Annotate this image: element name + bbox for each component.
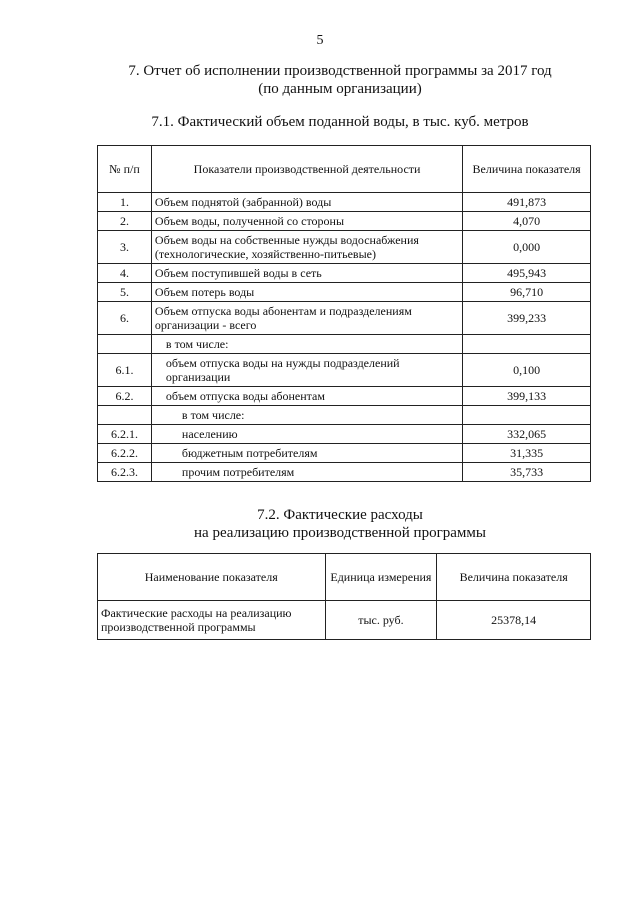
table-row: [98, 283, 591, 302]
header-value: Величина показателя: [437, 554, 591, 601]
row-value: 399,133: [463, 387, 591, 406]
header-value: Величина показателя: [463, 146, 591, 193]
report-heading: [100, 62, 580, 98]
table-row: [98, 231, 591, 264]
row-label: в том числе:: [151, 335, 462, 354]
row-value: 332,065: [463, 425, 591, 444]
section2-title: [100, 506, 580, 542]
row-label: объем отпуска воды на нужды подразделений организации: [151, 354, 462, 387]
row-value: [463, 406, 591, 425]
table-row: [98, 406, 591, 425]
expense-value: 25378,14: [437, 601, 591, 640]
page-number: 5: [316, 33, 324, 48]
row-label: прочим потребителям: [151, 463, 462, 482]
row-label: Объем воды, полученной со стороны: [151, 212, 462, 231]
table-row: [98, 264, 591, 283]
row-num: 6.2.: [98, 387, 152, 406]
table-row: [98, 212, 591, 231]
table-row: [98, 601, 591, 640]
table-header-row: [98, 554, 591, 601]
section2-title-line1: 7.2. Фактические расходы: [257, 507, 423, 523]
row-label: населению: [151, 425, 462, 444]
table-row: [98, 444, 591, 463]
table-row: [98, 387, 591, 406]
expense-unit: тыс. руб.: [325, 601, 437, 640]
row-value: 35,733: [463, 463, 591, 482]
row-value: 495,943: [463, 264, 591, 283]
row-label: бюджетным потребителям: [151, 444, 462, 463]
header-name: Наименование показателя: [98, 554, 326, 601]
table-header-row: [98, 146, 591, 193]
header-indicator: Показатели производственной деятельности: [151, 146, 462, 193]
report-heading-line1: 7. Отчет об исполнении производственной программы за 2017 год: [128, 63, 552, 79]
row-value: 399,233: [463, 302, 591, 335]
row-label: в том числе:: [151, 406, 462, 425]
section2-title-line2: на реализацию производственной программы: [194, 525, 486, 541]
row-num: 5.: [98, 283, 152, 302]
row-label: объем отпуска воды абонентам: [151, 387, 462, 406]
row-value: 4,070: [463, 212, 591, 231]
row-label: Объем воды на собственные нужды водоснабжения (технологические, хозяйственно-питьевые): [151, 231, 462, 264]
row-value: 0,100: [463, 354, 591, 387]
row-num: 6.: [98, 302, 152, 335]
row-num: 6.2.1.: [98, 425, 152, 444]
row-num: [98, 406, 152, 425]
row-num: 6.1.: [98, 354, 152, 387]
row-value: 0,000: [463, 231, 591, 264]
expenses-table: [97, 553, 591, 640]
row-value: [463, 335, 591, 354]
report-heading-line2: (по данным организации): [258, 81, 422, 97]
row-num: 2.: [98, 212, 152, 231]
header-num: № п/п: [98, 146, 152, 193]
row-label: Объем потерь воды: [151, 283, 462, 302]
table-row: [98, 463, 591, 482]
row-label: Объем поступившей воды в сеть: [151, 264, 462, 283]
table-row: [98, 425, 591, 444]
row-num: 4.: [98, 264, 152, 283]
row-label: Объем поднятой (забранной) воды: [151, 193, 462, 212]
header-unit: Единица измерения: [325, 554, 437, 601]
row-num: 6.2.2.: [98, 444, 152, 463]
row-num: 1.: [98, 193, 152, 212]
expense-name: Фактические расходы на реализацию производственной программы: [98, 601, 326, 640]
table-row: [98, 354, 591, 387]
row-label: Объем отпуска воды абонентам и подразделениям организации - всего: [151, 302, 462, 335]
table-row: [98, 335, 591, 354]
row-value: 31,335: [463, 444, 591, 463]
row-value: 491,873: [463, 193, 591, 212]
table-row: [98, 193, 591, 212]
row-num: [98, 335, 152, 354]
water-volume-table: [97, 145, 591, 482]
row-value: 96,710: [463, 283, 591, 302]
section1-title: 7.1. Фактический объем поданной воды, в тыс. куб. метров: [151, 114, 529, 130]
row-num: 3.: [98, 231, 152, 264]
row-num: 6.2.3.: [98, 463, 152, 482]
table-row: [98, 302, 591, 335]
